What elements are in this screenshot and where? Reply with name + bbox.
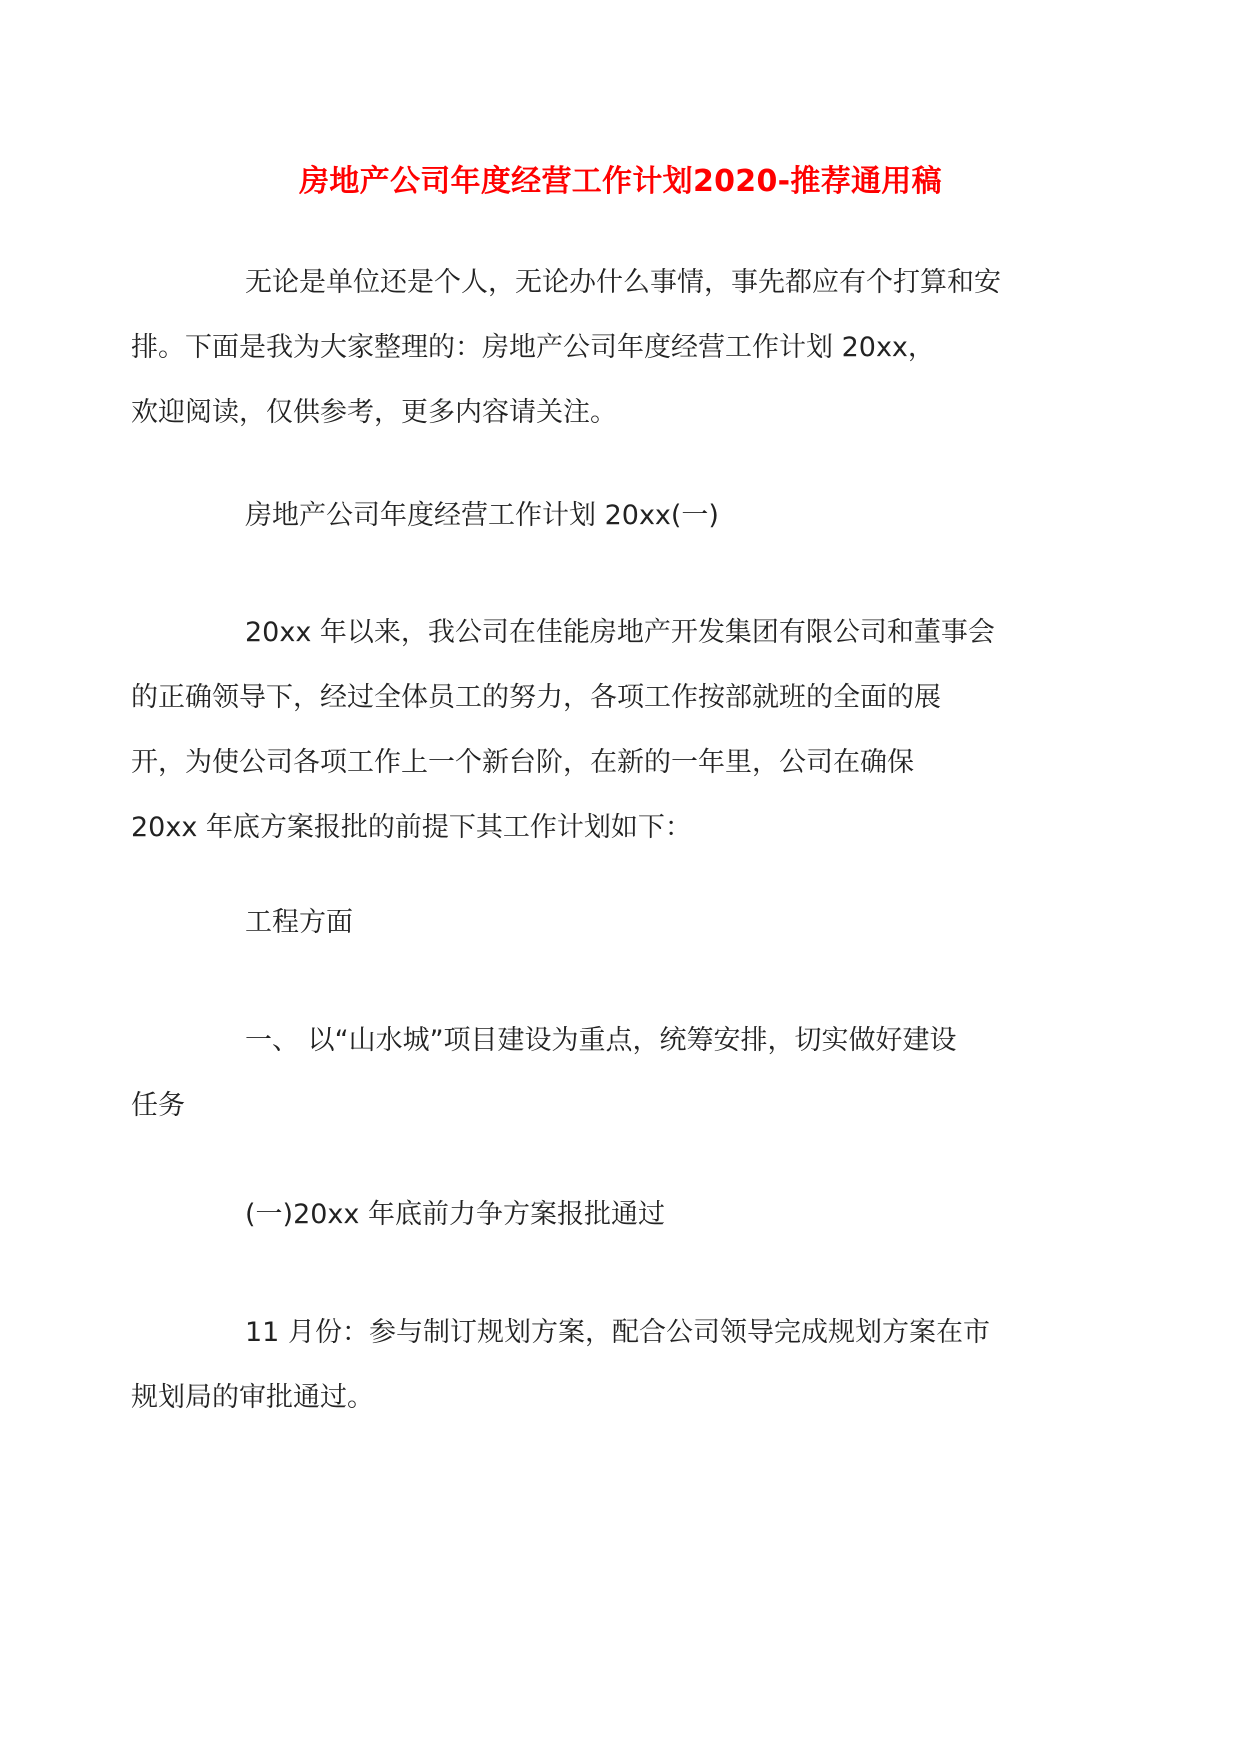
- paragraph-line: 排。下面是我为大家整理的：房地产公司年度经营工作计划 20xx，: [131, 332, 935, 363]
- paragraph-line: (一)20xx 年底前力争方案报批通过: [245, 1199, 665, 1230]
- paragraph-line: 规划局的审批通过。: [131, 1382, 374, 1413]
- paragraph-subitem-one: [188, 1182, 1058, 1247]
- paragraph-item-one: [131, 1008, 1058, 1138]
- paragraph-line: 房地产公司年度经营工作计划 20xx(一): [245, 500, 719, 531]
- paragraph-line: 的正确领导下，经过全体员工的努力，各项工作按部就班的全面的展: [131, 682, 941, 713]
- section-heading-plan-one: [188, 483, 1058, 548]
- section-heading-engineering: [188, 890, 1058, 955]
- paragraph-line: 20xx 年底方案报批的前提下其工作计划如下：: [131, 812, 692, 843]
- paragraph-line: 任务: [131, 1090, 185, 1121]
- paragraph-line: 11 月份：参与制订规划方案，配合公司领导完成规划方案在市: [245, 1317, 990, 1348]
- paragraph-line: 开，为使公司各项工作上一个新台阶，在新的一年里，公司在确保: [131, 747, 914, 778]
- paragraph-overview: [131, 600, 1058, 860]
- paragraph-november: [131, 1300, 1058, 1430]
- paragraph-line: 一、 以“山水城”项目建设为重点，统筹安排，切实做好建设: [245, 1025, 957, 1056]
- paragraph-line: 欢迎阅读，仅供参考，更多内容请关注。: [131, 397, 617, 428]
- paragraph-intro: [131, 250, 1058, 445]
- paragraph-line: 20xx 年以来，我公司在佳能房地产开发集团有限公司和董事会: [245, 617, 995, 648]
- paragraph-line: 无论是单位还是个人，无论办什么事情，事先都应有个打算和安: [245, 267, 1001, 298]
- document-title: 房地产公司年度经营工作计划2020-推荐通用稿: [299, 164, 942, 199]
- paragraph-line: 工程方面: [245, 907, 353, 938]
